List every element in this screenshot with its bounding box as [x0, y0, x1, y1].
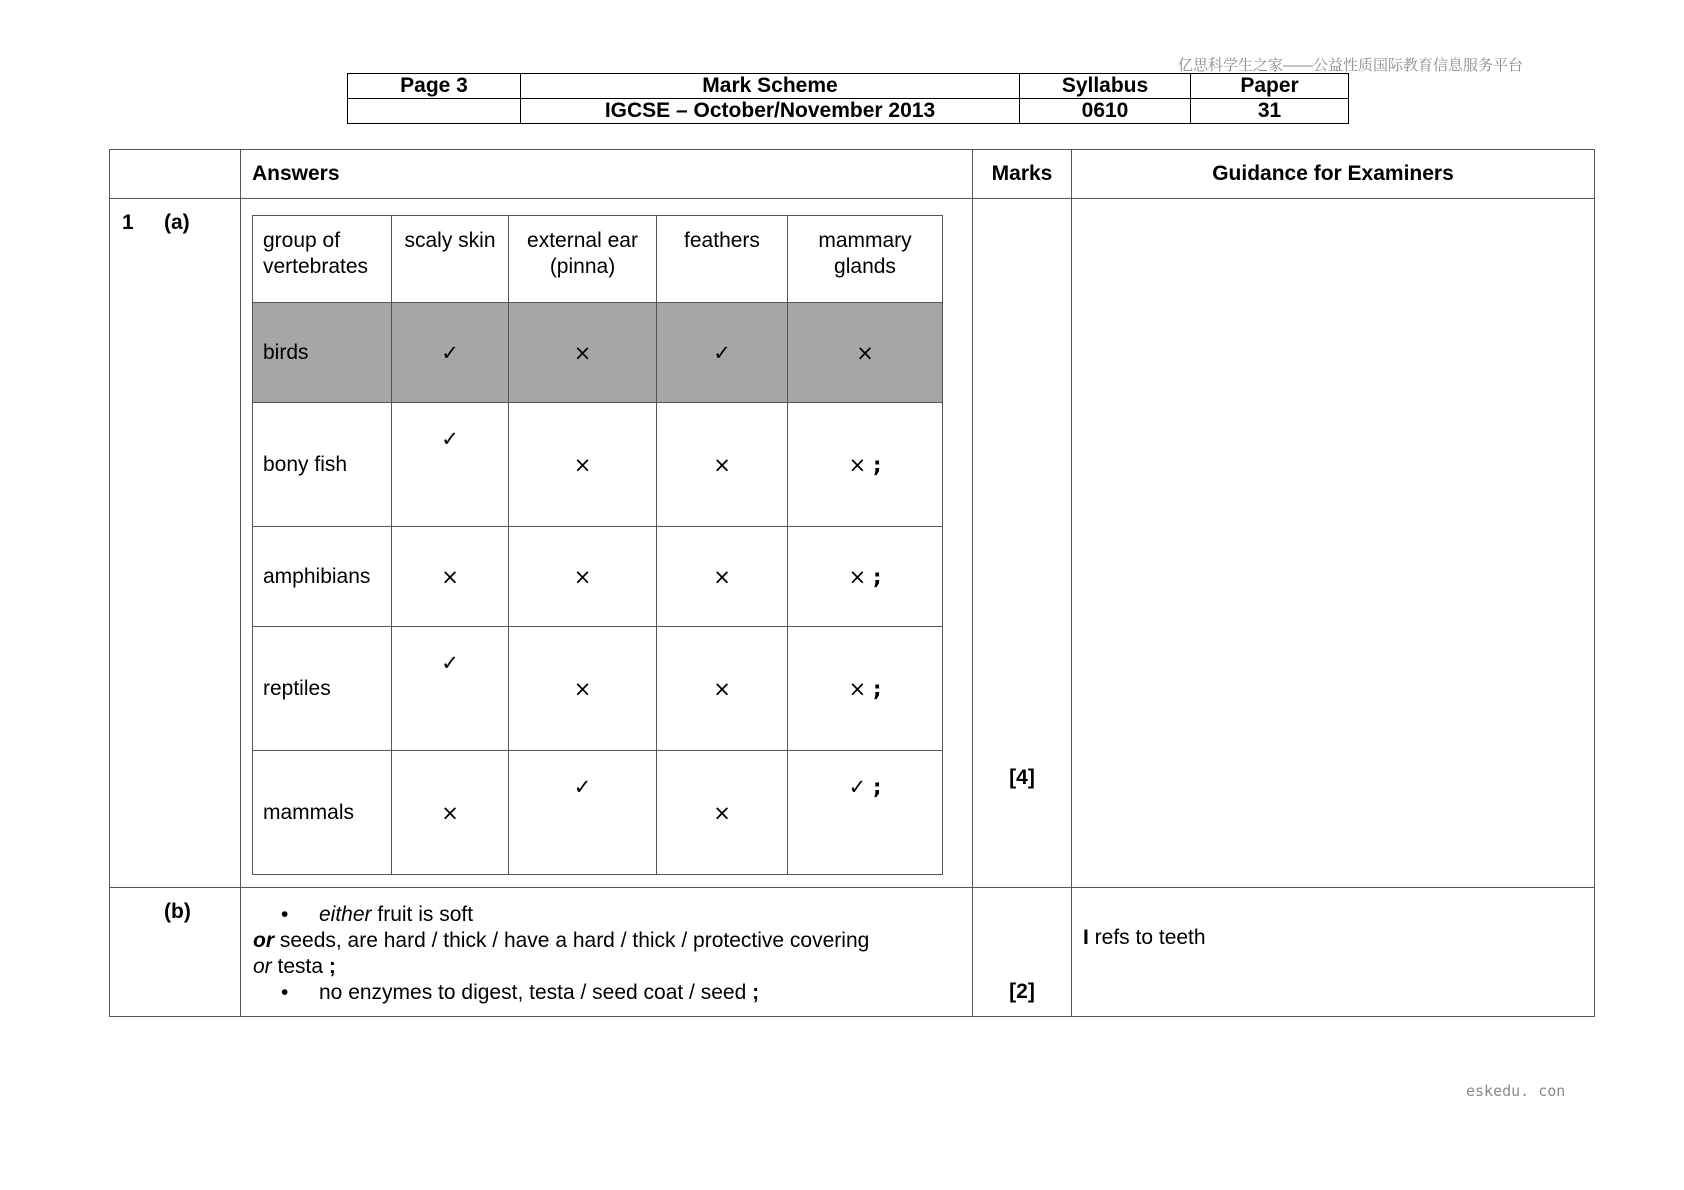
cell-symbol: ×: [392, 751, 509, 875]
marks-1b: [973, 888, 1072, 1017]
row-label: reptiles: [253, 627, 392, 751]
cell-symbol: ✓: [509, 751, 657, 875]
cell-symbol: ×: [392, 527, 509, 627]
marks-1a: [973, 199, 1072, 888]
row-mammals: [253, 751, 943, 875]
cell-symbol: ×: [509, 527, 657, 627]
header-syllabus-label: Syllabus: [1020, 74, 1191, 99]
cell-symbol: ✓ ;: [788, 751, 943, 875]
row-label: mammals: [253, 751, 392, 875]
bullet-icon: •: [281, 903, 289, 926]
answer-line: or seeds, are hard / thick / have a hard / thick / protective covering: [253, 929, 870, 952]
watermark-top: 亿思科学生之家——公益性质国际教育信息服务平台: [1178, 57, 1524, 74]
header-mark-scheme: Mark Scheme: [521, 74, 1020, 99]
answer-line: • either fruit is soft: [281, 903, 474, 926]
part-b-label: (b): [164, 900, 191, 923]
header-table: [347, 73, 1349, 124]
row-label: bony fish: [253, 403, 392, 527]
cell-symbol: ✓: [392, 627, 509, 751]
col-answers: Answers: [241, 150, 973, 199]
cell-symbol: ×: [509, 303, 657, 403]
marks-value: [4]: [1009, 766, 1035, 789]
header-syllabus: 0610: [1020, 99, 1191, 124]
th-feathers: feathers: [657, 216, 788, 303]
header-page: Page 3: [348, 74, 521, 99]
cell-symbol: × ;: [788, 627, 943, 751]
cell-symbol: × ;: [788, 403, 943, 527]
cell-symbol: ×: [509, 403, 657, 527]
cell-symbol: ×: [657, 403, 788, 527]
th-scaly-skin: scaly skin: [392, 216, 509, 303]
row-label: amphibians: [253, 527, 392, 627]
question-1b-cell: [110, 888, 241, 1017]
cell-symbol: ×: [657, 527, 788, 627]
col-question: [110, 150, 241, 199]
guidance-1b: I refs to teeth: [1072, 888, 1595, 1017]
row-reptiles: [253, 627, 943, 751]
cell-symbol: ✓: [392, 403, 509, 527]
header-paper-label: Paper: [1191, 74, 1349, 99]
watermark-bottom: eskedu. con: [1466, 1082, 1566, 1100]
cell-symbol: ×: [657, 627, 788, 751]
answers-1b: [241, 888, 973, 1017]
vertebrates-table: [252, 215, 943, 875]
th-mammary-glands: mammary glands: [788, 216, 943, 303]
header-paper: 31: [1191, 99, 1349, 124]
question-number: 1: [122, 211, 134, 234]
row-label: birds: [253, 303, 392, 403]
th-group: group of vertebrates: [253, 216, 392, 303]
col-marks: Marks: [973, 150, 1072, 199]
row-bony-fish: [253, 403, 943, 527]
row-amphibians: [253, 527, 943, 627]
row-birds: [253, 303, 943, 403]
cell-symbol: ×: [657, 751, 788, 875]
th-external-ear: external ear (pinna): [509, 216, 657, 303]
cell-symbol: ×: [509, 627, 657, 751]
mark-scheme-table: [109, 149, 1595, 1017]
answer-line: or testa ;: [253, 955, 336, 978]
cell-symbol: × ;: [788, 527, 943, 627]
cell-symbol: ×: [788, 303, 943, 403]
bullet-icon: •: [281, 981, 289, 1004]
marks-value: [2]: [1009, 980, 1035, 1003]
header-empty: [348, 99, 521, 124]
cell-symbol: ✓: [657, 303, 788, 403]
cell-symbol: ✓: [392, 303, 509, 403]
guidance-1a: [1072, 199, 1595, 888]
answer-line: • no enzymes to digest, testa / seed coat / seed ;: [281, 981, 760, 1004]
part-a-label: (a): [164, 211, 190, 234]
col-guidance: Guidance for Examiners: [1072, 150, 1595, 199]
header-exam: IGCSE – October/November 2013: [521, 99, 1020, 124]
question-1a-cell: [110, 199, 241, 888]
answers-1a: [241, 199, 973, 888]
